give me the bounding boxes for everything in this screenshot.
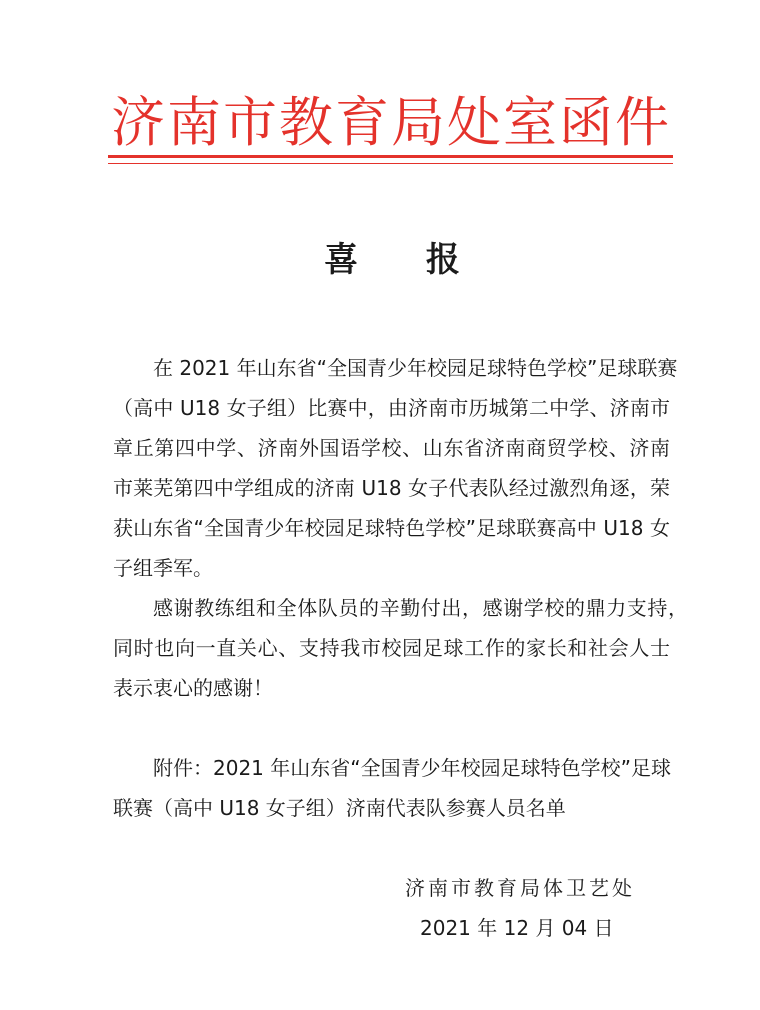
attachment-line: 联赛（高中 U18 女子组）济南代表队参赛人员名单 bbox=[113, 796, 566, 820]
red-header-title: 济南市教育局处室函件 bbox=[111, 91, 671, 154]
body-line: 获山东省“全国青少年校园足球特色学校”足球联赛高中 U18 女 bbox=[113, 516, 670, 540]
signature-date: 2021 年 12 月 04 日 bbox=[420, 916, 614, 940]
document-title: 喜 报 bbox=[324, 240, 460, 280]
body-line: （高中 U18 女子组）比赛中，由济南市历城第二中学、济南市 bbox=[113, 396, 670, 420]
document-body bbox=[113, 348, 688, 828]
body-line: 表示衷心的感谢！ bbox=[113, 676, 273, 700]
paragraph-announcement bbox=[113, 348, 678, 588]
body-line: 子组季军。 bbox=[113, 556, 213, 580]
attachment-line: 附件：2021 年山东省“全国青少年校园足球特色学校”足球 bbox=[153, 756, 671, 780]
signature-department: 济南市教育局体卫艺处 bbox=[405, 876, 635, 900]
paragraph-thanks bbox=[113, 588, 688, 708]
body-line: 市莱芜第四中学组成的济南 U18 女子代表队经过激烈角逐，荣 bbox=[113, 476, 670, 500]
body-line: 同时也向一直关心、支持我市校园足球工作的家长和社会人士 bbox=[113, 636, 670, 660]
body-line: 在 2021 年山东省“全国青少年校园足球特色学校”足球联赛 bbox=[153, 356, 678, 380]
header-rule-thin bbox=[108, 163, 673, 164]
paragraph-gap bbox=[113, 708, 670, 748]
body-line: 感谢教练组和全体队员的辛勤付出，感谢学校的鼎力支持， bbox=[153, 596, 688, 620]
body-line: 章丘第四中学、济南外国语学校、山东省济南商贸学校、济南 bbox=[113, 436, 670, 460]
attachment-note bbox=[113, 748, 670, 828]
header-rule-thick bbox=[108, 155, 673, 158]
